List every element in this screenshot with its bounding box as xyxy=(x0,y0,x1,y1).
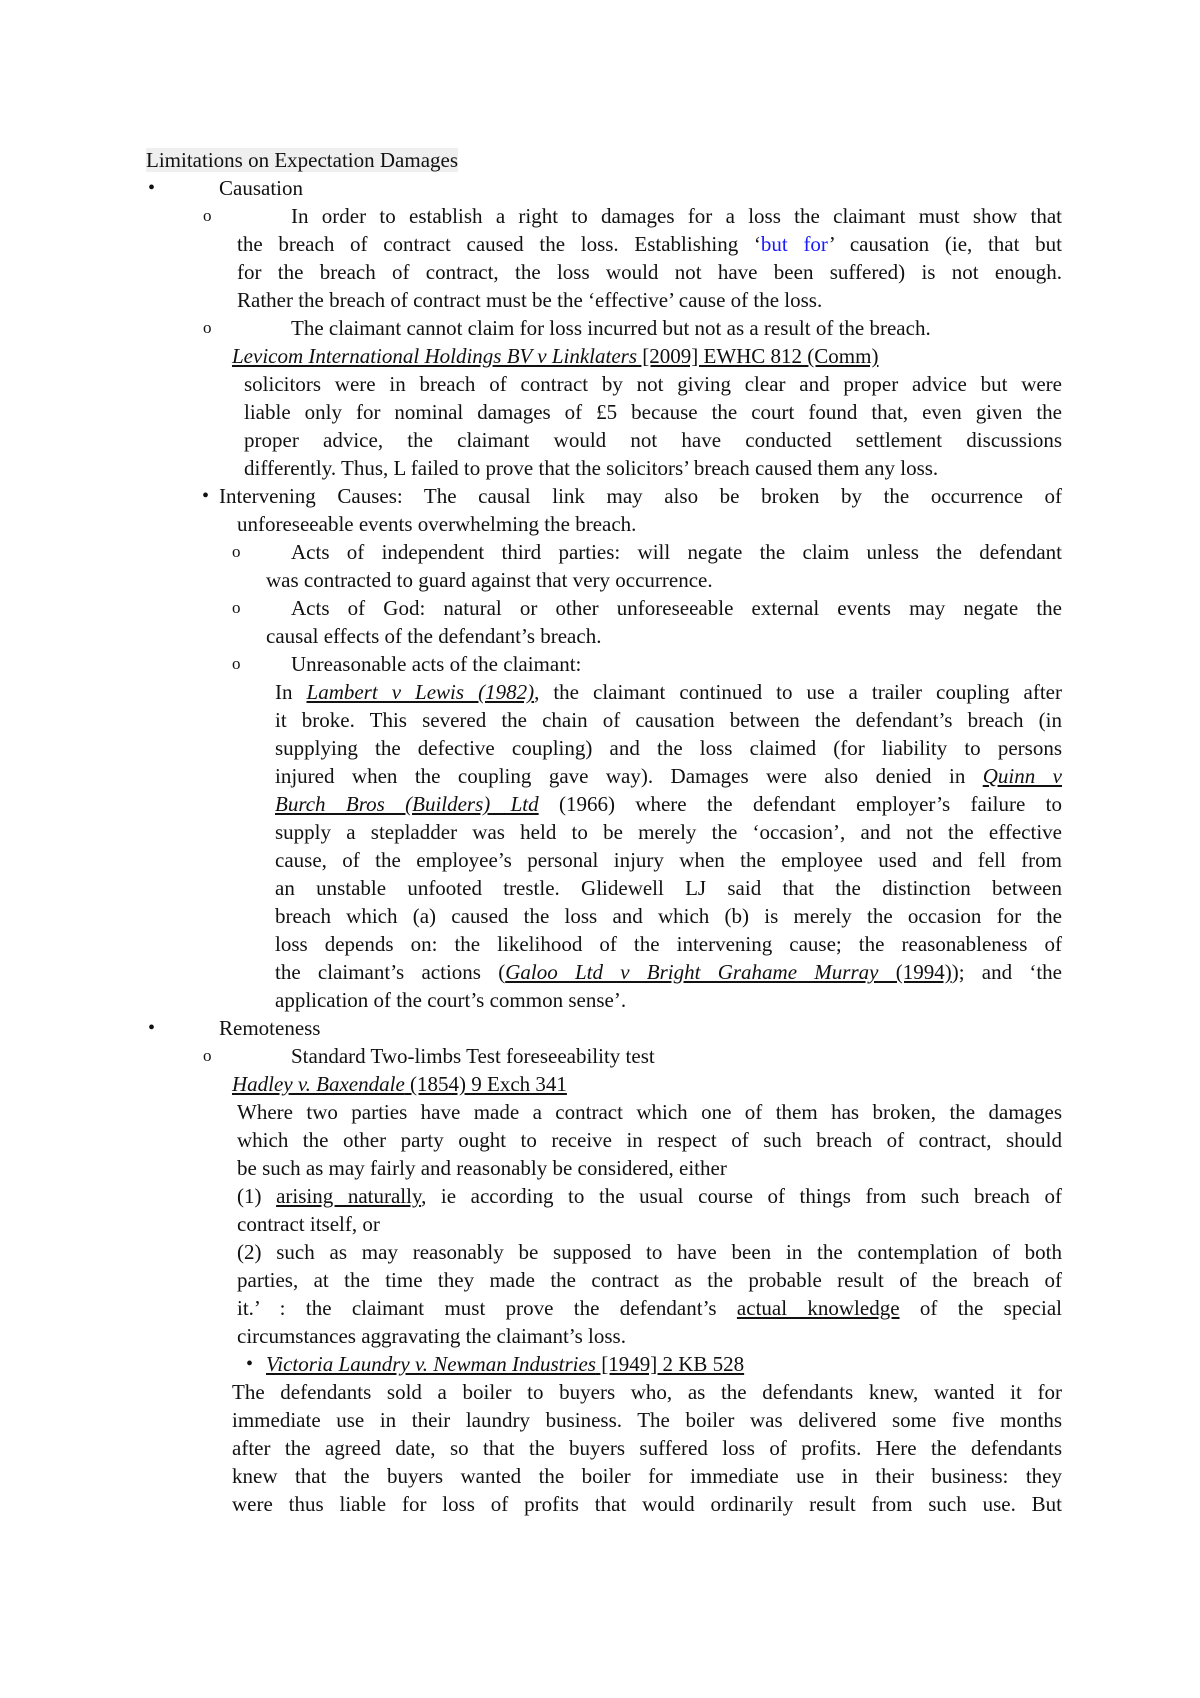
causation-p1-line-4: Rather the breach of contract must be the ‘effective’ cause of the loss. xyxy=(237,288,823,312)
case-citation-hadley: (1854) 9 Exch 341 xyxy=(404,1072,567,1096)
sub-bullet-standard-test: o xyxy=(203,1046,212,1065)
case-name-victoria: Victoria Laundry v. Newman Industries xyxy=(266,1352,596,1376)
victoria-line-3: after the agreed date, so that the buyers suffered loss of profits. Here the defendants xyxy=(232,1436,1062,1460)
bullet-victoria: • xyxy=(246,1353,254,1375)
case-citation-levicom: [2009] EWHC 812 (Comm) xyxy=(637,344,879,368)
intervening-line-2: unforeseeable events overwhelming the breach. xyxy=(237,512,637,536)
lambert-line-10: loss depends on: the likelihood of the intervening cause; the reasonableness of xyxy=(275,932,1062,956)
hadley-line-3: be such as may fairly and reasonably be considered, either xyxy=(237,1156,727,1180)
hadley-line-2: which the other party ought to receive in respect of such breach of contract, should xyxy=(237,1128,1062,1152)
case-citation-victoria: [1949] 2 KB 528 xyxy=(595,1352,745,1376)
standard-test: Standard Two-limbs Test foreseeability test xyxy=(291,1044,655,1068)
lambert-line-3: supplying the defective coupling) and the loss claimed (for liability to persons xyxy=(275,736,1062,760)
sub-bullet-causation-1: o xyxy=(203,206,212,225)
hadley-line-6: (2) such as may reasonably be supposed to have been in the contemplation of both xyxy=(237,1240,1062,1264)
hadley-line-7: parties, at the time they made the contract as the probable result of the breach of xyxy=(237,1268,1062,1292)
case-heading-levicom xyxy=(232,342,878,370)
case-name-quinn-part-1: Quinn v xyxy=(982,764,1062,788)
bullet-causation: • xyxy=(148,177,156,199)
lambert-line-8: an unstable unfooted trestle. Glidewell LJ said that the distinction between xyxy=(275,876,1062,900)
lambert-line-12: application of the court’s common sense’. xyxy=(275,988,627,1012)
levicom-line-4: differently. Thus, L failed to prove that the solicitors’ breach caused them any loss. xyxy=(244,456,939,480)
but-for-term: but for xyxy=(760,232,829,256)
lambert-line-5: Burch Bros (Builders) Ltd (1966) where the defendant employer’s failure to xyxy=(275,792,1062,816)
case-heading-hadley xyxy=(232,1070,567,1098)
lambert-line-2: it broke. This severed the chain of causation between the defendant’s breach (in xyxy=(275,708,1062,732)
causation-p2: The claimant cannot claim for loss incurred but not as a result of the breach. xyxy=(291,316,931,340)
case-name-hadley: Hadley v. Baxendale xyxy=(232,1072,405,1096)
victoria-line-2: immediate use in their laundry business. The boiler was delivered some five months xyxy=(232,1408,1062,1432)
lambert-line-9: breach which (a) caused the loss and which (b) is merely the occasion for the xyxy=(275,904,1062,928)
sub-bullet-third-parties: o xyxy=(232,542,241,561)
acts-of-god-line-1: Acts of God: natural or other unforeseeable external events may negate the xyxy=(291,596,1062,620)
lambert-line-11: the claimant’s actions (Galoo Ltd v Bright Grahame Murray (1994)); and ‘the xyxy=(275,960,1062,984)
levicom-line-3: proper advice, the claimant would not have conducted settlement discussions xyxy=(244,428,1062,452)
title-highlight: Limitations on Expectation Damages xyxy=(146,148,459,172)
levicom-line-1: solicitors were in breach of contract by not giving clear and proper advice but were xyxy=(244,372,1062,396)
bullet-remoteness: • xyxy=(148,1017,156,1039)
arising-naturally-term: arising naturally xyxy=(276,1184,422,1208)
levicom-line-2: liable only for nominal damages of £5 because the court found that, even given the xyxy=(244,400,1062,424)
third-parties-line-1: Acts of independent third parties: will negate the claim unless the defendant xyxy=(291,540,1062,564)
acts-of-god-line-2: causal effects of the defendant’s breach. xyxy=(266,624,602,648)
causation-p1-line-1: In order to establish a right to damages for a loss the claimant must show that xyxy=(291,204,1062,228)
case-name-levicom: Levicom International Holdings BV v Linklaters xyxy=(232,344,637,368)
bullet-intervening: • xyxy=(202,485,210,507)
actual-knowledge-term: actual knowledge xyxy=(736,1296,900,1320)
hadley-line-1: Where two parties have made a contract which one of them has broken, the damages xyxy=(237,1100,1062,1124)
hadley-line-5: contract itself, or xyxy=(237,1212,380,1236)
sub-bullet-unreasonable: o xyxy=(232,654,241,673)
hadley-line-8: it.’ : the claimant must prove the defendant’s actual knowledge of the special xyxy=(237,1296,1062,1320)
lambert-line-7: cause, of the employee’s personal injury when the employee used and fell from xyxy=(275,848,1062,872)
case-name-lambert: Lambert v Lewis (1982) xyxy=(306,680,535,704)
sub-bullet-causation-2: o xyxy=(203,318,212,337)
lambert-line-1: In Lambert v Lewis (1982), the claimant continued to use a trailer coupling after xyxy=(275,680,1062,704)
unreasonable-heading: Unreasonable acts of the claimant: xyxy=(291,652,582,676)
heading-remoteness: Remoteness xyxy=(219,1016,321,1040)
lambert-line-4: injured when the coupling gave way). Damages were also denied in Quinn v xyxy=(275,764,1062,788)
lambert-line-6: supply a stepladder was held to be merely the ‘occasion’, and not the effective xyxy=(275,820,1062,844)
hadley-line-4: (1) arising naturally, ie according to the usual course of things from such breach of xyxy=(237,1184,1062,1208)
case-name-quinn-part-2: Burch Bros (Builders) Ltd xyxy=(275,792,539,816)
intervening-line-1: Intervening Causes: The causal link may also be broken by the occurrence of xyxy=(219,484,1062,508)
case-name-galoo: Galoo Ltd v Bright Grahame Murray xyxy=(505,960,879,984)
victoria-line-1: The defendants sold a boiler to buyers who, as the defendants knew, wanted it for xyxy=(232,1380,1062,1404)
document-title xyxy=(146,146,458,174)
causation-p1-line-3: for the breach of contract, the loss would not have been suffered) is not enough. xyxy=(237,260,1062,284)
sub-bullet-acts-of-god: o xyxy=(232,598,241,617)
case-year-galoo: (1994) xyxy=(878,960,952,984)
third-parties-line-2: was contracted to guard against that very occurrence. xyxy=(266,568,713,592)
victoria-line-4: knew that the buyers wanted the boiler for immediate use in their business: they xyxy=(232,1464,1062,1488)
case-heading-victoria xyxy=(266,1350,744,1378)
causation-p1-line-2: the breach of contract caused the loss. Establishing ‘but for’ causation (ie, that but xyxy=(237,232,1062,256)
heading-causation: Causation xyxy=(219,176,303,200)
victoria-line-5: were thus liable for loss of profits that would ordinarily result from such use. But xyxy=(232,1492,1062,1516)
hadley-line-9: circumstances aggravating the claimant’s loss. xyxy=(237,1324,626,1348)
